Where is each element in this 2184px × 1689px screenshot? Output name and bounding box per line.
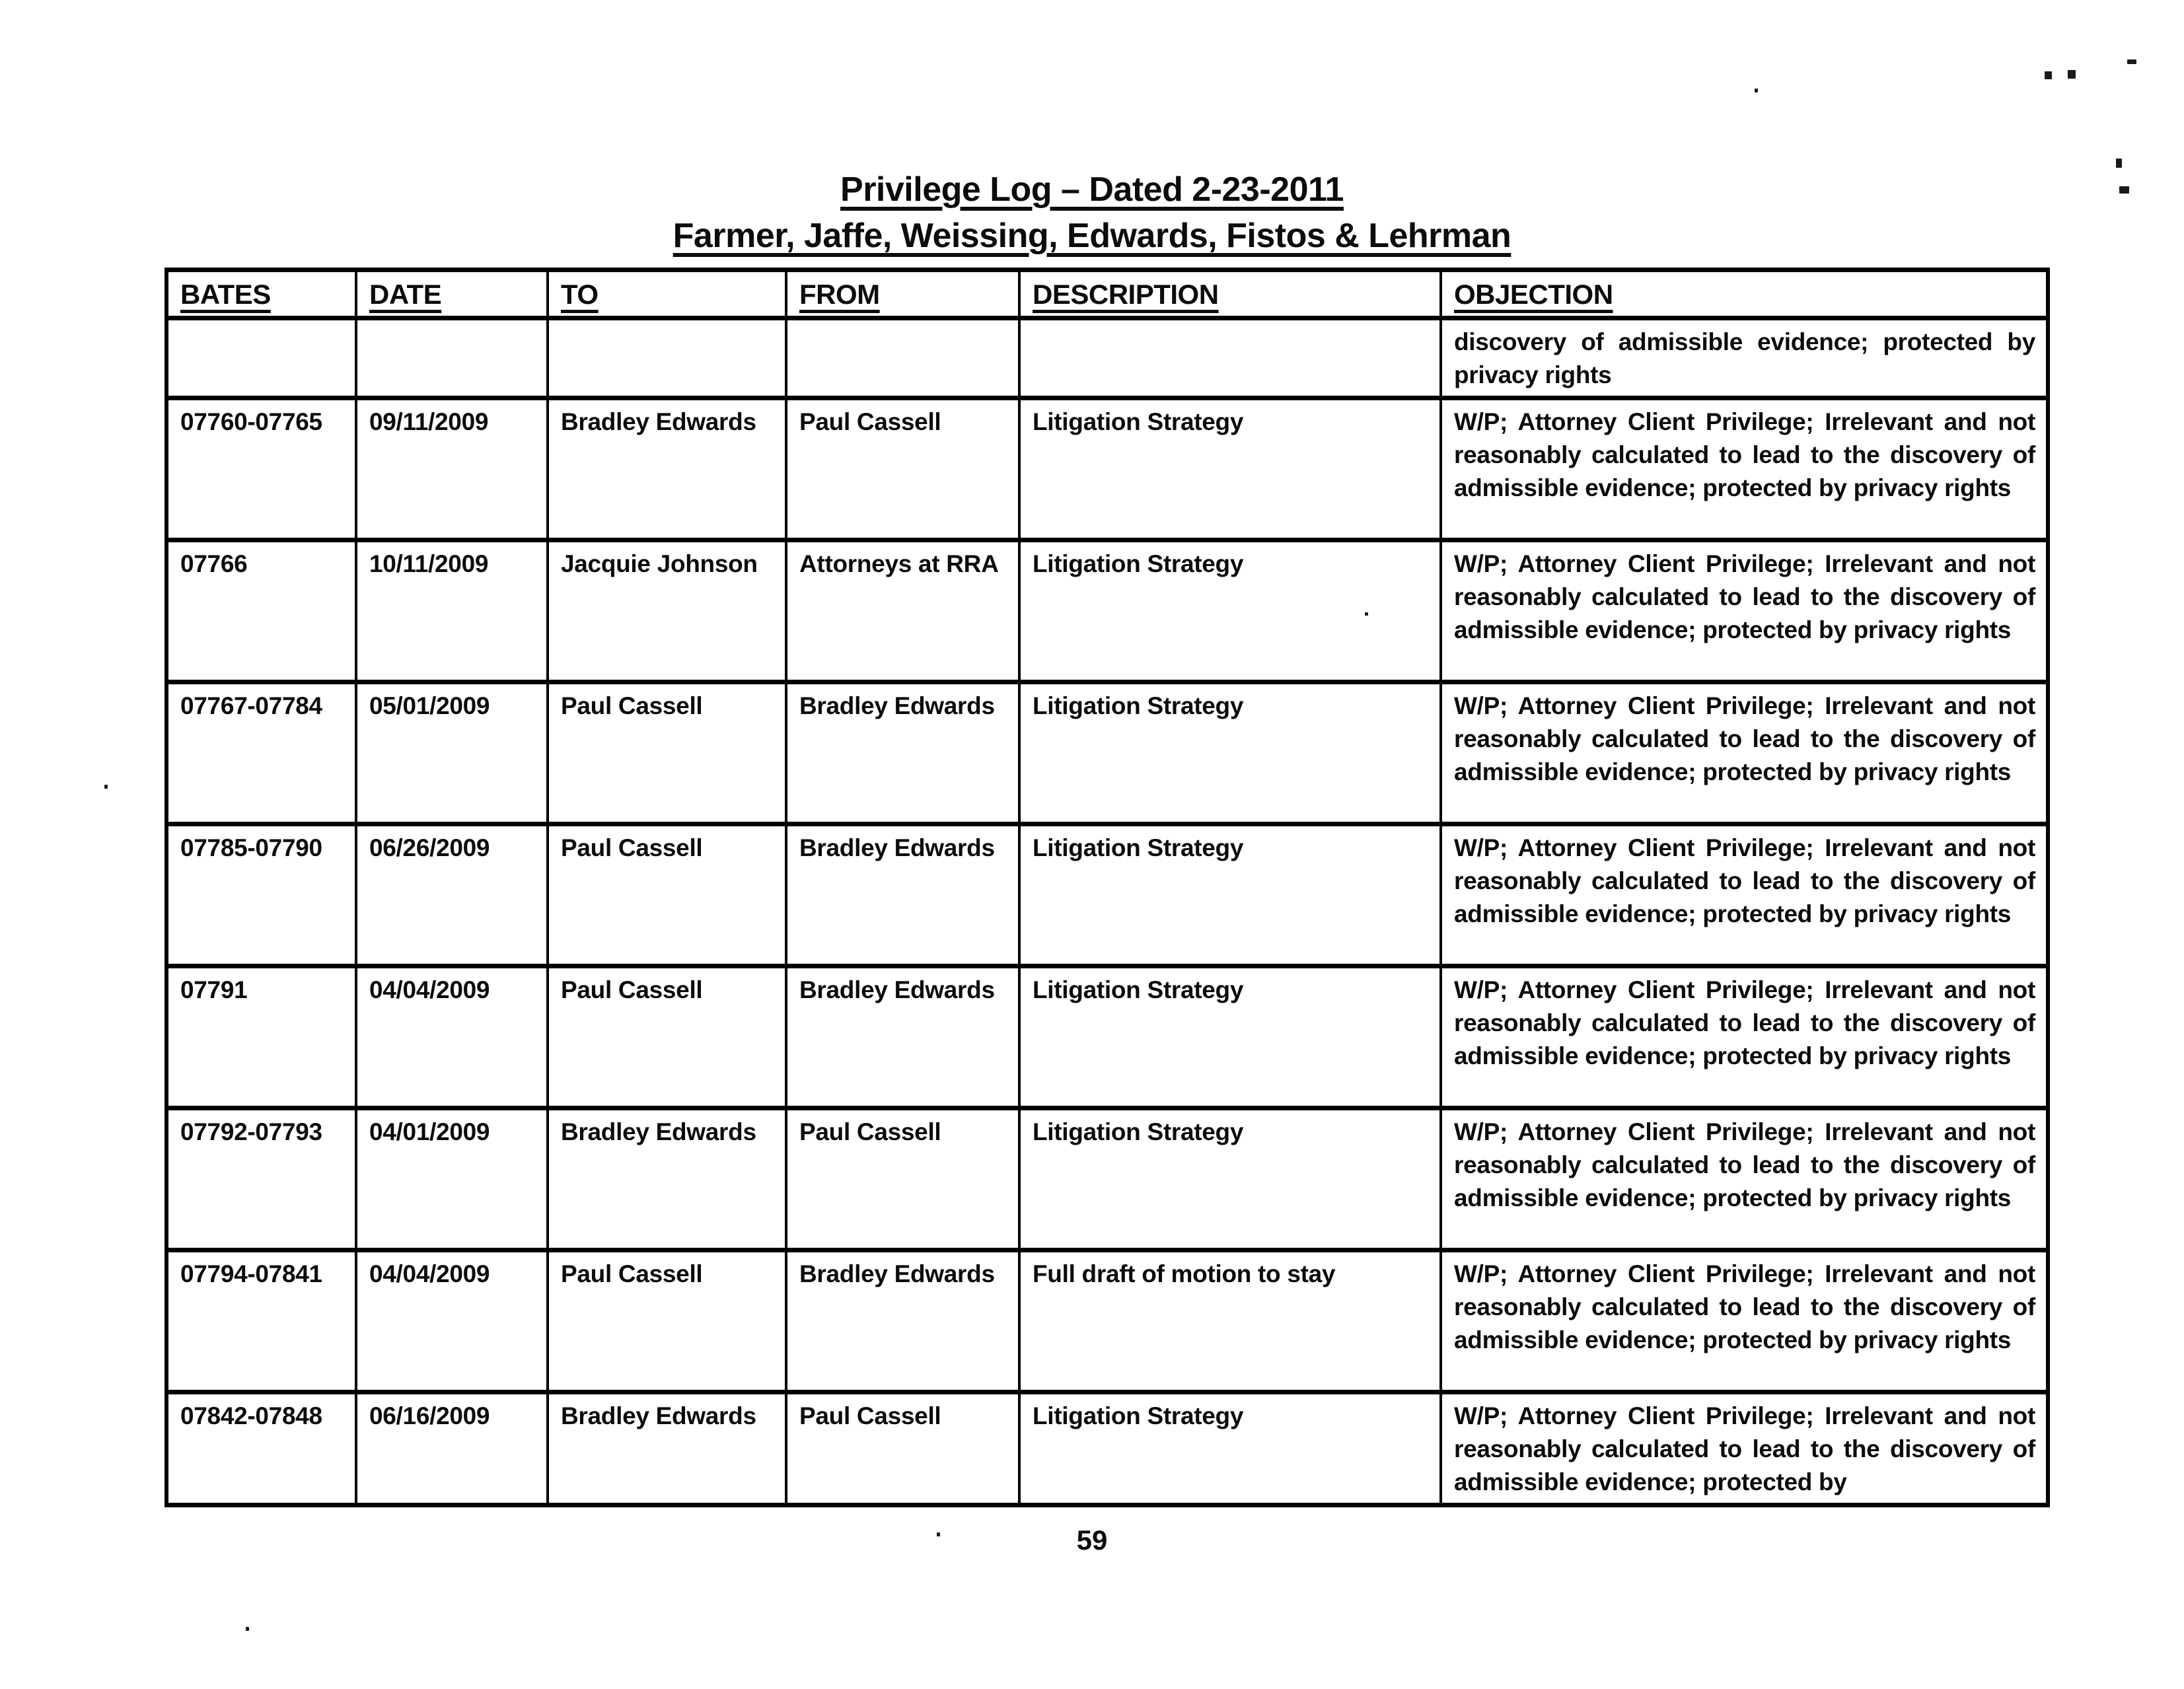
table-row <box>166 966 2048 1108</box>
cell-description: Litigation Strategy <box>1019 398 1441 540</box>
cell-to: Bradley Edwards <box>548 398 786 540</box>
table-row <box>166 682 2048 824</box>
cell-description: Litigation Strategy <box>1019 1392 1441 1505</box>
table-row <box>166 398 2048 540</box>
cell-bates: 07842-07848 <box>166 1392 356 1505</box>
cell-description: Litigation Strategy <box>1019 682 1441 824</box>
cell-description: Litigation Strategy <box>1019 540 1441 682</box>
scan-speck <box>1755 89 1758 92</box>
cell-date: 06/16/2009 <box>356 1392 548 1505</box>
column-header-date: DATE <box>356 270 548 318</box>
cell-to <box>548 318 786 398</box>
scan-speck <box>104 785 108 789</box>
table-row <box>166 1108 2048 1250</box>
cell-from: Paul Cassell <box>786 1108 1019 1250</box>
cell-from: Bradley Edwards <box>786 1250 1019 1392</box>
cell-bates: 07791 <box>166 966 356 1108</box>
cell-from: Attorneys at RRA <box>786 540 1019 682</box>
scan-speck <box>2116 159 2122 168</box>
cell-objection: W/P; Attorney Client Privilege; Irrelevant and not reasonably calculated to lead to the discovery of admissible evidence; protected by privacy rights <box>1441 1250 2048 1392</box>
scan-speck <box>2045 71 2052 79</box>
document-title: Privilege Log – Dated 2-23-2011 <box>840 170 1344 209</box>
scan-speck <box>2119 186 2129 194</box>
cell-objection: W/P; Attorney Client Privilege; Irrelevant and not reasonably calculated to lead to the discovery of admissible evidence; protected by privacy rights <box>1441 1108 2048 1250</box>
page-number: 59 <box>1076 1525 1108 1556</box>
cell-date: 05/01/2009 <box>356 682 548 824</box>
cell-objection: W/P; Attorney Client Privilege; Irrelevant and not reasonably calculated to lead to the discovery of admissible evidence; protected by privacy rights <box>1441 540 2048 682</box>
scan-speck <box>2068 70 2076 79</box>
cell-to: Jacquie Johnson <box>548 540 786 682</box>
cell-objection: W/P; Attorney Client Privilege; Irrelevant and not reasonably calculated to lead to the discovery of admissible evidence; protected by privacy rights <box>1441 966 2048 1108</box>
cell-from: Bradley Edwards <box>786 966 1019 1108</box>
cell-date: 04/01/2009 <box>356 1108 548 1250</box>
column-header-description: DESCRIPTION <box>1019 270 1441 318</box>
cell-description: Full draft of motion to stay <box>1019 1250 1441 1392</box>
privilege-log-table <box>164 268 2050 1507</box>
cell-objection: W/P; Attorney Client Privilege; Irrelevant and not reasonably calculated to lead to the discovery of admissible evidence; protected by privacy rights <box>1441 824 2048 966</box>
cell-bates: 07794-07841 <box>166 1250 356 1392</box>
scan-speck <box>1365 612 1368 616</box>
cell-to: Paul Cassell <box>548 682 786 824</box>
cell-bates: 07766 <box>166 540 356 682</box>
cell-bates <box>166 318 356 398</box>
table-row <box>166 318 2048 398</box>
document-header <box>0 166 2184 259</box>
column-header-bates: BATES <box>166 270 356 318</box>
table-row <box>166 824 2048 966</box>
cell-to: Paul Cassell <box>548 824 786 966</box>
cell-to: Bradley Edwards <box>548 1108 786 1250</box>
cell-description: Litigation Strategy <box>1019 966 1441 1108</box>
cell-date: 04/04/2009 <box>356 1250 548 1392</box>
column-header-to: TO <box>548 270 786 318</box>
cell-description <box>1019 318 1441 398</box>
cell-bates: 07792-07793 <box>166 1108 356 1250</box>
table-row <box>166 1250 2048 1392</box>
table-body <box>166 318 2048 1505</box>
cell-to: Paul Cassell <box>548 966 786 1108</box>
scan-speck <box>937 1532 940 1536</box>
cell-date: 06/26/2009 <box>356 824 548 966</box>
column-header-from: FROM <box>786 270 1019 318</box>
cell-from: Bradley Edwards <box>786 824 1019 966</box>
cell-from: Paul Cassell <box>786 398 1019 540</box>
cell-objection: W/P; Attorney Client Privilege; Irrelevant and not reasonably calculated to lead to the discovery of admissible evidence; protected by <box>1441 1392 2048 1505</box>
cell-objection: discovery of admissible evidence; protected by privacy rights <box>1441 318 2048 398</box>
cell-from: Bradley Edwards <box>786 682 1019 824</box>
table-row <box>166 540 2048 682</box>
cell-to: Paul Cassell <box>548 1250 786 1392</box>
cell-objection: W/P; Attorney Client Privilege; Irrelevant and not reasonably calculated to lead to the discovery of admissible evidence; protected by privacy rights <box>1441 682 2048 824</box>
cell-from: Paul Cassell <box>786 1392 1019 1505</box>
cell-bates: 07767-07784 <box>166 682 356 824</box>
cell-to: Bradley Edwards <box>548 1392 786 1505</box>
scan-speck <box>2127 59 2136 64</box>
scan-speck <box>246 1627 249 1631</box>
table-row <box>166 1392 2048 1505</box>
cell-date <box>356 318 548 398</box>
cell-from <box>786 318 1019 398</box>
cell-bates: 07785-07790 <box>166 824 356 966</box>
document-subtitle: Farmer, Jaffe, Weissing, Edwards, Fistos & Lehrman <box>673 217 1511 255</box>
cell-objection: W/P; Attorney Client Privilege; Irrelevant and not reasonably calculated to lead to the discovery of admissible evidence; protected by privacy rights <box>1441 398 2048 540</box>
cell-description: Litigation Strategy <box>1019 824 1441 966</box>
cell-date: 09/11/2009 <box>356 398 548 540</box>
cell-date: 10/11/2009 <box>356 540 548 682</box>
cell-description: Litigation Strategy <box>1019 1108 1441 1250</box>
cell-bates: 07760-07765 <box>166 398 356 540</box>
column-header-objection: OBJECTION <box>1441 270 2048 318</box>
cell-date: 04/04/2009 <box>356 966 548 1108</box>
header-row <box>166 270 2048 318</box>
